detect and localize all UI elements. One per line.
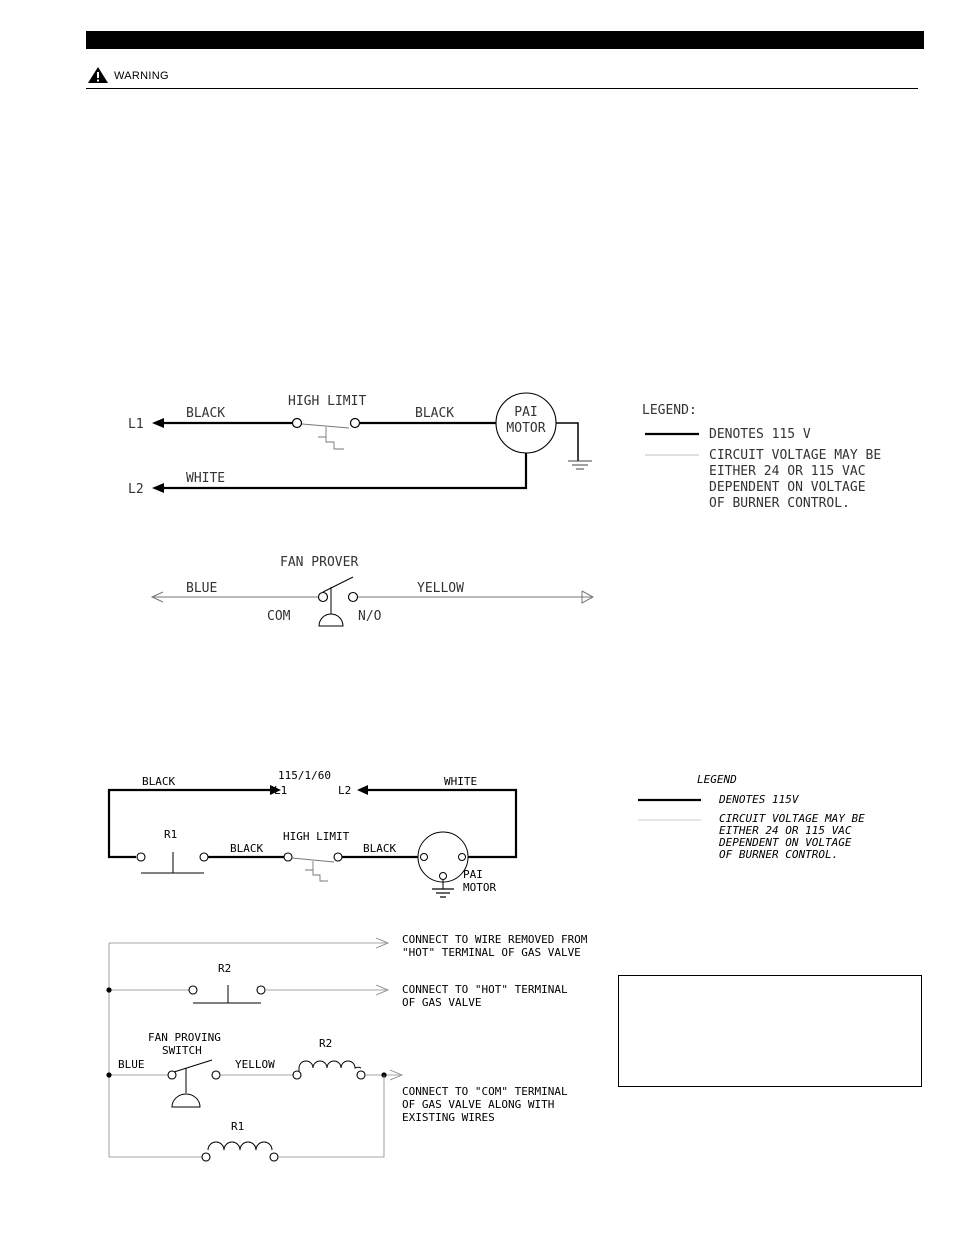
fan-switch-paddle	[172, 1094, 200, 1107]
fan-prover-com-terminal	[319, 593, 328, 602]
label-l1: L1	[128, 417, 144, 432]
note-box	[618, 975, 922, 1087]
label-r2-coil: R2	[319, 1037, 333, 1050]
label-l1: L1	[274, 784, 288, 797]
label-yellow: YELLOW	[417, 581, 464, 596]
label-black-right: BLACK	[415, 406, 455, 421]
r1-contact-terminal-right	[200, 853, 208, 861]
label-black-left: BLACK	[186, 406, 226, 421]
fan-switch-terminal-right	[212, 1071, 220, 1079]
legend2-thick-text: DENOTES 115V	[719, 793, 799, 806]
label-fan-switch-line1: FAN PROVING	[148, 1031, 221, 1044]
fan-prover-no-terminal	[349, 593, 358, 602]
label-black-top: BLACK	[142, 775, 176, 788]
motor-label-pai: PAI	[514, 405, 538, 420]
label-l2: L2	[128, 482, 144, 497]
label-connect2-line2: OF GAS VALVE	[402, 996, 482, 1009]
legend2-thin-line3: DEPENDENT ON VOLTAGE	[719, 836, 852, 849]
label-blue: BLUE	[118, 1058, 145, 1071]
label-yellow: YELLOW	[235, 1058, 275, 1071]
legend1-thin-line2: EITHER 24 OR 115 VAC	[709, 464, 866, 479]
label-connect2-line1: CONNECT TO "HOT" TERMINAL	[402, 983, 568, 996]
label-black-mid1: BLACK	[230, 842, 264, 855]
fan-prover-blade	[323, 577, 353, 592]
arrow-l1	[152, 418, 164, 428]
warning-label: WARNING	[114, 70, 169, 82]
high-limit-terminal-left	[293, 419, 302, 428]
legend1-thin-line3: DEPENDENT ON VOLTAGE	[709, 480, 866, 495]
high-limit-terminal-left	[284, 853, 292, 861]
label-fan-prover: FAN PROVER	[280, 555, 359, 570]
legend1-thin-line1: CIRCUIT VOLTAGE MAY BE	[709, 448, 882, 463]
label-white-top: WHITE	[444, 775, 478, 788]
legend2-thin-line2: EITHER 24 OR 115 VAC	[719, 824, 852, 837]
label-r2-contact: R2	[218, 962, 232, 975]
r2-coil	[299, 1061, 361, 1068]
label-high-limit: HIGH LIMIT	[283, 830, 350, 843]
r2-contact-terminal-left	[189, 986, 197, 994]
r1-contact-terminal-left	[137, 853, 145, 861]
label-l2: L2	[338, 784, 352, 797]
r2-contact-terminal-right	[257, 986, 265, 994]
diagram-1	[128, 393, 881, 626]
high-limit-terminal-right	[334, 853, 342, 861]
label-blue: BLUE	[186, 581, 218, 596]
legend1-title: LEGEND:	[642, 403, 697, 418]
label-connect3-line1: CONNECT TO "COM" TERMINAL	[402, 1085, 568, 1098]
legend1-thick-text: DENOTES 115 V	[709, 427, 811, 442]
label-no: N/O	[358, 609, 382, 624]
legend2-title: LEGEND	[697, 773, 737, 786]
label-black-mid2: BLACK	[363, 842, 397, 855]
legend1-thin-line4: OF BURNER CONTROL.	[709, 496, 850, 511]
motor-label-pai: PAI	[463, 868, 483, 881]
arrow-l2	[357, 785, 368, 795]
label-high-limit: HIGH LIMIT	[288, 394, 367, 409]
label-white: WHITE	[186, 471, 226, 486]
fan-prover-paddle	[319, 614, 343, 626]
fan-switch-blade	[174, 1060, 212, 1072]
label-r1-coil: R1	[231, 1120, 245, 1133]
diagram-2	[106, 769, 865, 1161]
arrow-l2	[152, 483, 164, 493]
motor-label-motor: MOTOR	[506, 421, 546, 436]
label-connect1-line1: CONNECT TO WIRE REMOVED FROM	[402, 933, 588, 946]
label-connect3-line2: OF GAS VALVE ALONG WITH	[402, 1098, 555, 1111]
motor-label-motor: MOTOR	[463, 881, 497, 894]
high-limit-terminal-right	[351, 419, 360, 428]
label-r1-contact: R1	[164, 828, 178, 841]
label-connect1-line2: "HOT" TERMINAL OF GAS VALVE	[402, 946, 581, 959]
label-supply: 115/1/60	[278, 769, 331, 782]
r1-coil	[208, 1142, 272, 1150]
ground-wire	[556, 423, 578, 461]
legend2-thin-line4: OF BURNER CONTROL.	[719, 848, 839, 861]
legend2-thin-line1: CIRCUIT VOLTAGE MAY BE	[719, 812, 865, 825]
label-com: COM	[267, 609, 291, 624]
label-connect3-line3: EXISTING WIRES	[402, 1111, 495, 1124]
label-fan-switch-line2: SWITCH	[162, 1044, 202, 1057]
